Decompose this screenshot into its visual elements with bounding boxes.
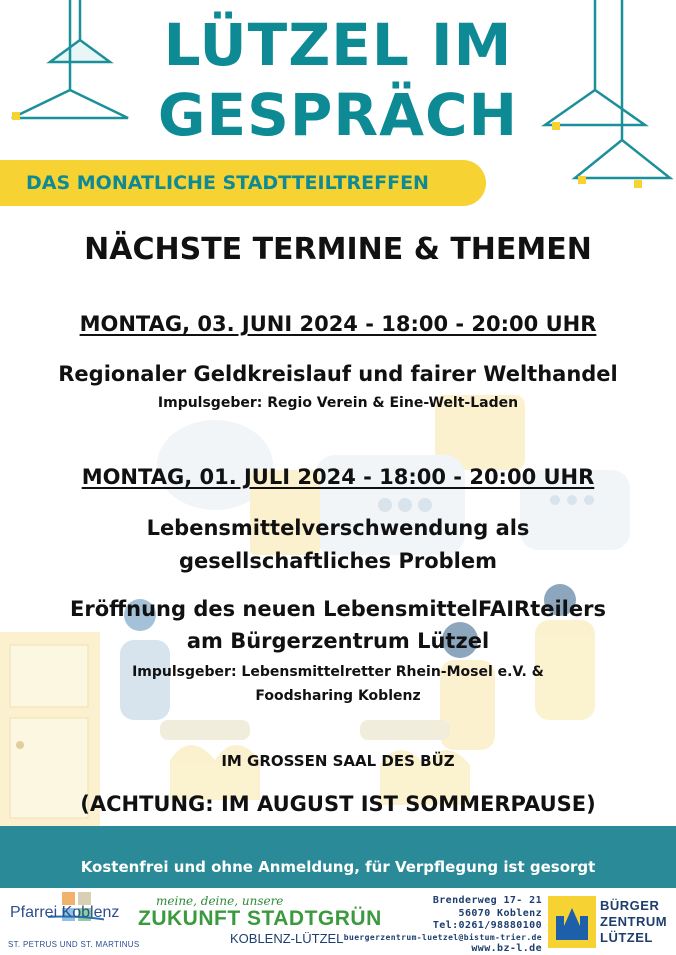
address-phone: Tel:0261/98880100 [432, 920, 542, 931]
section-heading: NÄCHSTE TERMINE & THEMEN [84, 232, 592, 267]
event-2-topic-line-4: am Bürgerzentrum Lützel [186, 629, 490, 653]
event-2-topic-line-1: Lebensmittelverschwendung als [146, 516, 530, 540]
event-2-date: MONTAG, 01. JULI 2024 - 18:00 - 20:00 UHR [81, 465, 595, 489]
event-2-impulse-line-1: Impulsgeber: Lebensmittelretter Rhein-Mosel e.V. & [132, 664, 544, 680]
event-1-impulse: Impulsgeber: Regio Verein & Eine-Welt-Laden [157, 395, 519, 411]
buergerzentrum-line-2: ZENTRUM [600, 914, 668, 929]
location: IM GROSSEN SAAL DES BÜZ [221, 752, 455, 770]
summer-break-notice: (ACHTUNG: IM AUGUST IST SOMMERPAUSE) [80, 792, 596, 816]
event-2-impulse-line-2: Foodsharing Koblenz [255, 688, 421, 704]
event-2-topic-line-3: Eröffnung des neuen LebensmittelFAIRteilers [70, 597, 606, 621]
event-1-date: MONTAG, 03. JUNI 2024 - 18:00 - 20:00 UHR [79, 312, 597, 336]
info-band [0, 826, 676, 888]
title-line-1: LÜTZEL IM [163, 11, 513, 79]
info-band-text: Kostenfrei und ohne Anmeldung, für Verpflegung ist gesorgt [80, 858, 596, 876]
buergerzentrum-logo-icon [548, 896, 596, 948]
address-web: www.bz-l.de [471, 943, 542, 954]
zukunft-logo: ZUKUNFT STADTGRÜN [138, 907, 382, 930]
title-line-2: GESPRÄCH [157, 81, 519, 149]
zukunft-subline: KOBLENZ-LÜTZEL [230, 931, 344, 946]
buergerzentrum-line-1: BÜRGER [600, 898, 660, 913]
address-city: 56070 Koblenz [458, 908, 542, 919]
buergerzentrum-line-3: LÜTZEL [600, 930, 653, 945]
pfarrei-name: Pfarrei Koblenz [10, 904, 120, 921]
zukunft-tagline: meine, deine, unsere [156, 894, 284, 908]
subtitle: DAS MONATLICHE STADTTEILTREFFEN [26, 172, 429, 194]
event-1-topic: Regionaler Geldkreislauf und fairer Welthandel [58, 362, 618, 386]
event-2-topic-line-2: gesellschaftliches Problem [178, 549, 498, 573]
address-email: buergerzentrum-luetzel@bistum-trier.de [343, 933, 542, 942]
address-street: Brenderweg 17- 21 [432, 895, 542, 906]
pfarrei-subline: ST. PETRUS UND ST. MARTINUS [8, 940, 140, 949]
